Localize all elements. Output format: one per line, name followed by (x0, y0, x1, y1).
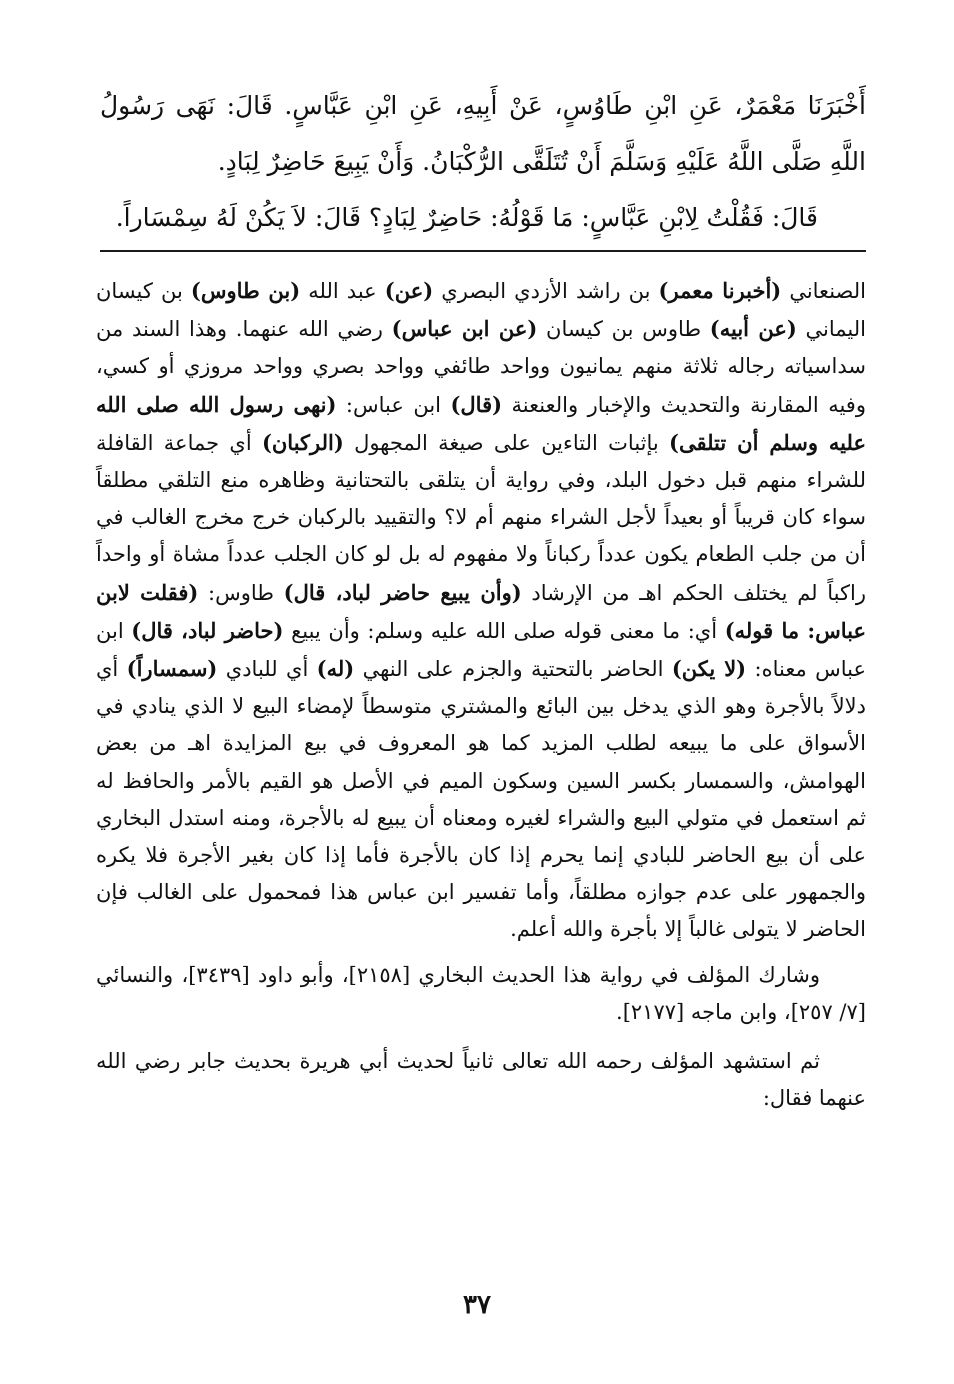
commentary-text: طاوس بن كيسان (537, 317, 710, 342)
commentary-text: الصنعاني (781, 279, 866, 303)
commentary-quote: (الركبان) (261, 429, 344, 455)
commentary-text: أي دلالاً بالأجرة وهو الذي يدخل بين البائع والمشتري متوسطاً لإمضاء البيع لا الذي ينادي في الأسواق على ما يبيعه لطلب المزيد كما هو المعروف في بيع المزايدة اهـ من بعض الهوامش، والسمسار بكسر السين وسكون الميم في الأصل هو القيم بالأمر والحافظ له ثم استعمل في متولي البيع والشراء لغيره ومعناه أن يبيع له بالأجرة، ومنه استدل البخاري على أن بيع الحاضر للبادي إنما يحرم إذا كان بالأجرة فأما إذا كان بغير الأجرة فلا يكره والجمهور على عدم جوازه مطلقاً، وأما تفسير ابن عباس هذا فمحمول على الغالب فإن الحاضر لا يتولى غالباً إلا بأجرة والله أعلم. (96, 657, 866, 942)
transition-note: ثم استشهد المؤلف رحمه الله تعالى ثانياً لحديث أبي هريرة بحديث جابر رضي الله عنهما فقال: (96, 1049, 866, 1111)
commentary-quote: (بن طاوس) (190, 278, 301, 303)
commentary-text: بن كيسان اليماني (96, 279, 867, 342)
commentary-block (96, 272, 866, 1117)
commentary-quote: (سمساراً) (126, 656, 218, 682)
commentary-quote: (عن أبيه) (709, 316, 797, 342)
commentary-text: ابن عباس: (336, 392, 451, 417)
commentary-text: رضي الله عنهما. وهذا السند من سداسياته رجاله ثلاثة منهم يمانيون وواحد طائفي وواحد بصري وواحد مروزي أو كسي، وفيه المقارنة والتحديث والإخبار والعنعنة (96, 317, 866, 417)
commentary-quote: (عن) (384, 278, 434, 303)
commentary-text: أي للبادي (217, 657, 317, 682)
commentary-quote: (نهى رسول الله صلى الله عليه وسلم أن تتلقى) (96, 391, 866, 455)
hadith-text-block (100, 78, 866, 246)
commentary-paragraph (96, 272, 866, 949)
commentary-text: ابن عباس معناه: (96, 618, 866, 682)
divider-line (100, 250, 866, 252)
commentary-quote: (قال) (450, 391, 503, 417)
commentary-text: عبد الله (300, 279, 385, 303)
page-number: ٣٧ (463, 1290, 491, 1320)
hadith-explanation-line: قَالَ: فَقُلْتُ لِابْنِ عَبَّاسٍ: مَا قَوْلُهُ: حَاضِرٌ لِبَادٍ؟ قَالَ: لاَ يَكُنْ لَهُ سِمْسَاراً. (115, 203, 818, 232)
commentary-text: بإثبات التاءين على صيغة المجهول (343, 430, 670, 455)
references-note: وشارك المؤلف في رواية هذا الحديث البخاري [٢١٥٨]، وأبو داود [٣٤٣٩]، والنسائي [٧/ ٢٥٧]، وابن ماجه [٢١٧٧]. (96, 962, 866, 1024)
commentary-quote: (لا يكن) (671, 656, 747, 682)
commentary-quote: (وأن يبيع حاضر لباد، قال) (283, 579, 522, 605)
commentary-text: الحاضر بالتحتية والجزم على النهي (354, 657, 672, 682)
commentary-text: أي: ما معنى قوله صلى الله عليه وسلم: وأن يبيع (283, 618, 725, 643)
commentary-text: أي جماعة القافلة للشراء منهم قبل دخول البلد، وفي رواية أن يتلقى بالتحتانية وظاهره منع التلقي مطلقاً سواء كان قريباً أو بعيداً لأجل الشراء منهم أم لا؟ والتقييد بالركبان خرج مخرج الغالب في أن من جلب الطعام يكون عدداً ركباناً ولا مفهوم له بل لو كان الجلب عدداً مشاة أو واحداً راكباً لم يختلف الحكم اهـ من الإرشاد (96, 430, 866, 605)
commentary-quote: (فقلت لابن عباس: ما قوله) (96, 579, 866, 643)
commentary-quote: (عن ابن عباس) (391, 316, 538, 342)
commentary-text: طاوس: (198, 580, 284, 605)
hadith-chain-and-text: أَخْبَرَنَا مَعْمَرٌ، عَنِ ابْنِ طَاوُسٍ، عَنْ أَبِيهِ، عَنِ ابْنِ عَبَّاسٍ. قَالَ: نَهَى رَسُولُ اللَّهِ صَلَّى اللَّهُ عَلَيْهِ وَسَلَّمَ أَنْ تُتَلَقَّى الرُّكْبَانُ. وَأَنْ يَبِيعَ حَاضِرٌ لِبَادٍ. (100, 91, 866, 176)
commentary-text: بن راشد الأزدي البصري (433, 279, 659, 303)
commentary-quote: (حاضر لباد، قال) (131, 617, 284, 643)
commentary-quote: (أخبرنا معمر) (658, 278, 782, 303)
commentary-quote: (له) (316, 656, 355, 682)
